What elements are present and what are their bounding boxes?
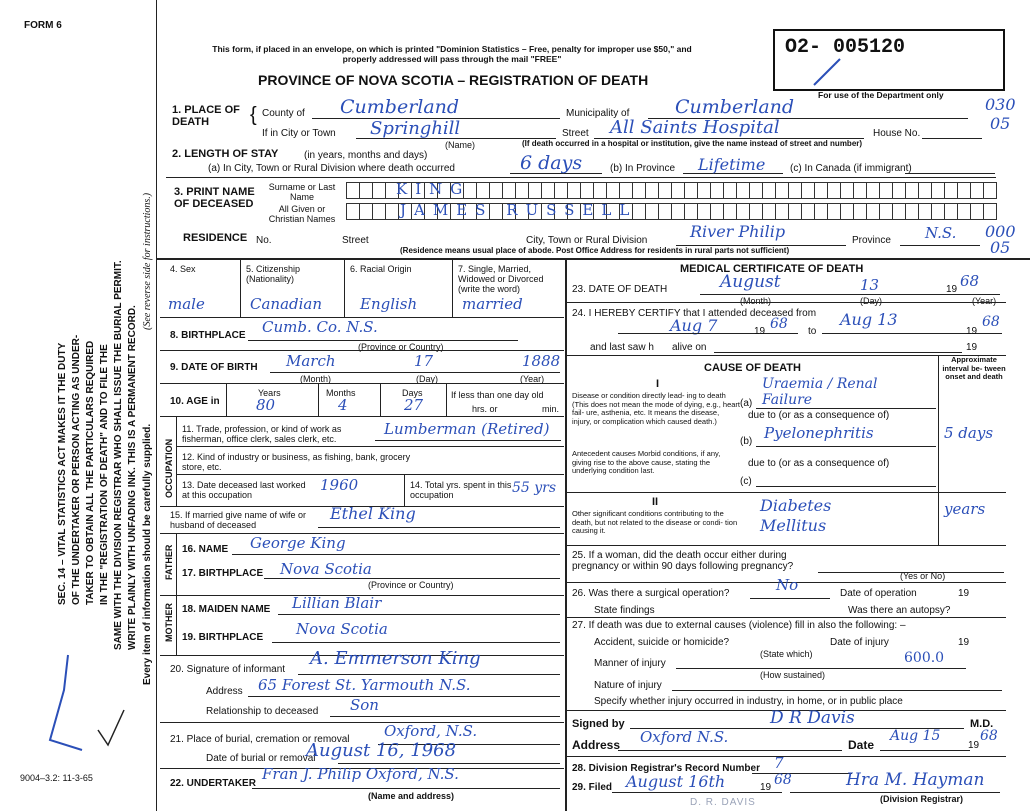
stay-b-value: Lifetime [698,155,766,174]
citizenship-value: Canadian [250,295,323,313]
due-to-2: due to (or as a consequence of) [748,458,890,469]
med-row-1 [566,302,1006,303]
residence-note: (Residence means usual place of abode. Post Office Address for residents in rural parts not sufficient) [400,246,790,255]
state-which-note: (State which) [760,649,813,659]
street-value: All Saints Hospital [610,117,780,138]
manner-line [676,668,966,669]
racial-value: English [360,295,418,313]
registrar-signature: Hra M. Hayman [846,770,985,790]
signed-year: 68 [980,728,998,744]
cause-desc: Disease or condition directly lead- ing to death (This does not mean the mode of dying, e.g., heart fail- ure, asthenia, etc. It means the disease, injury, or complication which caused death.) [572,391,741,426]
cause-a-line [756,408,936,409]
dob-day: 17 [414,352,434,370]
filed-year: 68 [774,772,792,788]
spouse-value: Ethel King [330,504,416,523]
record-no-value: 7 [774,754,784,772]
dept-use-label: For use of the Department only [818,90,944,100]
name-note: (Name) [445,140,476,150]
father-side: FATHER [164,544,174,580]
marital-value: married [462,295,523,313]
county-label: County of [262,108,305,119]
undertaker-label: 22. UNDERTAKER [170,778,256,789]
row-line-4 [160,416,564,417]
row-line-2 [160,350,564,351]
name-label: 3. PRINT NAME OF DECEASED [174,186,255,210]
operation-value: No [776,576,799,594]
dod-year: 68 [960,272,980,290]
min-label: min. [542,404,560,414]
side-text-5: SAME WITH THE DIVISION REGISTRAR WHO SHALL ISSUE THE BURIAL PERMIT. [113,260,124,650]
attend-from-year-prefix: 19 [754,326,766,337]
cell-divider-1 [240,260,241,318]
accident-label: Accident, suicide or homicide? [594,637,730,648]
sex-label: 4. Sex [170,264,196,274]
alive-line [714,352,962,353]
cause-I: I [656,378,660,390]
age-label: 10. AGE in [170,396,220,407]
city-value: Springhill [370,118,461,139]
dod-year-word: (Year) [972,296,997,306]
attend-from-line [618,333,798,334]
citizenship-label: 5. Citizenship (Nationality) [246,264,301,284]
trade-line [375,440,561,441]
residence-province-label: Province [852,235,891,246]
dod-year-prefix: 19 [946,284,958,295]
municipality-label: Municipality of [566,108,630,119]
mother-birthplace-value: Nova Scotia [296,620,388,638]
side-text-1: SEC. 14 – VITAL STATISTICS ACT MAKES IT THE DUTY [57,342,68,605]
stay-label: 2. LENGTH OF STAY [172,148,279,160]
spouse-label: 15. If married give name of wife or husband of deceased [170,510,307,530]
birthplace-note: (Province or Country) [358,342,444,352]
other-interval: years [944,500,986,518]
side-text-8: Every item of information should be carefully supplied. [142,423,153,685]
racial-label: 6. Racial Origin [350,264,412,274]
cause-b-label: (b) [740,436,753,447]
stay-a-label: (a) In City, Town or Rural Division where death occurred [208,163,455,174]
residence-province-line [900,245,980,246]
mother-side-line [176,595,177,655]
middle-divider [565,260,567,811]
age-months: 4 [338,396,348,414]
street-label: Street [562,128,589,139]
cause-a-label: (a) [740,398,753,409]
nature-line [672,690,1002,691]
other-value: Diabetes Mellitus [760,496,832,535]
cause-c-line [756,486,936,487]
yes-no-note: (Yes or No) [900,571,946,581]
cell-divider-2 [344,260,345,318]
nature-label: Nature of injury [594,680,662,691]
q27-label: 27. If death was due to external causes (violence) fill in also the following: – [572,620,906,631]
attend-to-year-prefix: 19 [966,326,978,337]
dob-year: 1888 [522,352,561,370]
q26-line [750,598,830,599]
burial-date-line [338,763,560,764]
undertaker-note: (Name and address) [368,791,455,801]
marital-label: 7. Single, Married, Widowed or Divorced (write the word) [458,264,544,294]
row-line-3 [160,383,564,384]
relationship-label: Relationship to deceased [206,706,319,717]
house-line [922,138,982,139]
antecedent-desc: Antecedent causes Morbid conditions, if any, giving rise to the above cause, stating the underlying condition last. [572,449,721,475]
signed-address-label: Address [572,738,621,752]
dept-code-3: 000 [985,222,1016,241]
surname-value: KING [396,180,471,198]
burial-date-value: August 16, 1968 [306,740,457,761]
dob-month-word: (Month) [300,374,332,384]
burial-place-label: 21. Place of burial, cremation or removal [170,734,350,745]
dept-code-1: 030 [985,95,1016,114]
record-no-label: 28. Division Registrar's Record Number [572,763,760,774]
signed-date: Aug 15 [890,728,941,744]
filed-value: August 16th [626,772,726,791]
father-name-value: George King [250,534,346,552]
stay-b-label: (b) In Province [610,163,676,174]
specify-label: Specify whether injury occurred in industry, in home, or in public place [594,696,903,707]
cause-b-line [756,446,936,447]
interval-b-value: 5 days [944,424,994,442]
dob-day-word: (Day) [416,374,438,384]
dod-label: 23. DATE OF DEATH [572,284,668,295]
age-div-1 [226,384,227,416]
birthplace-value: Cumb. Co. N.S. [262,318,378,336]
attend-to-label: to [808,326,817,337]
stamp-value: 600.0 [904,650,945,666]
registrar-line [790,792,1000,793]
medical-title: MEDICAL CERTIFICATE OF DEATH [680,263,864,275]
certify-label: 24. I HEREBY CERTIFY that I attended deceased from [572,308,817,319]
check-stroke [810,55,850,95]
signed-date-line [880,750,970,751]
informant-address-line [248,696,560,697]
residence-city-value: River Philip [690,222,786,241]
spouse-line [318,527,560,528]
age-days-label: Days [402,388,423,398]
municipality-value: Cumberland [675,96,795,118]
relationship-value: Son [350,696,379,714]
alive-year-prefix: 19 [966,342,978,353]
residence-province-value: N.S. [925,224,957,242]
birthplace-label: 8. BIRTHPLACE [170,330,246,341]
cause-a-value: Uraemia / Renal Failure [762,376,878,408]
trade-value: Lumberman (Retired) [384,420,550,438]
cause-title: CAUSE OF DEATH [704,362,801,374]
med-row-8 [566,756,1006,757]
relationship-line [330,716,560,717]
section-divider [156,258,1030,260]
informant-label: 20. Signature of informant [170,664,286,675]
father-birthplace-value: Nova Scotia [280,560,372,578]
maiden-label: 18. MAIDEN NAME [182,604,271,615]
other-desc: Other significant conditions contributing to the death, but not related to the disease or condi- tion causing it. [572,509,738,535]
cause-II: II [652,496,659,508]
registrar-stamp: D. R. DAVIS [690,797,756,808]
stay-c-line [905,173,995,174]
residence-city-label: City, Town or Rural Division [526,235,648,246]
row-line-11 [160,722,564,723]
age-div-3 [380,384,381,416]
county-value: Cumberland [340,96,460,118]
dept-code-2: 05 [990,114,1011,133]
hrs-label: hrs. or [472,404,498,414]
age-years: 80 [256,396,276,414]
manner-label: Manner of injury [594,658,666,669]
interval-col [938,355,939,545]
stay-a-value: 6 days [520,152,583,174]
md-label: M.D. [970,718,994,730]
residence-street-label: Street [342,235,369,246]
dob-year-word: (Year) [520,374,545,384]
brace-1: { [250,104,257,126]
father-birthplace-label: 17. BIRTHPLACE [182,568,264,579]
age-years-label: Years [258,388,281,398]
maiden-value: Lillian Blair [292,594,382,612]
row-line-8 [160,533,564,534]
city-label: If in City or Town [262,128,336,139]
informant-address: 65 Forest St. Yarmouth N.S. [258,676,471,694]
how-sustained-note: (How sustained) [760,670,826,680]
undertaker-line [252,788,560,789]
med-row-3 [566,492,1006,493]
dob-label: 9. DATE OF BIRTH [170,362,258,373]
cell-divider-3 [452,260,453,318]
father-side-line [176,533,177,595]
age-months-label: Months [326,388,356,398]
autopsy-label: Was there an autopsy? [848,605,951,616]
attend-from-year: 68 [770,316,788,332]
q25-label: 25. If a woman, did the death occur either during pregnancy or within 90 days following pregnancy? [572,550,794,572]
mother-side: MOTHER [164,603,174,642]
row-line-6 [176,474,564,475]
side-text-4: IN THE "REGISTRATION OF DEATH" AND TO FILE THE [99,344,110,605]
residence-label: RESIDENCE [183,232,248,244]
signed-label: Signed by [572,718,625,730]
last-worked-value: 1960 [320,476,359,494]
side-text-6: WRITE PLAINLY WITH UNFADING INK. THIS IS A PERMANENT RECORD. [127,305,138,650]
op-year-prefix: 19 [958,588,970,599]
med-row-4 [566,545,1006,546]
footer-code: 9004–3.2: 11-3-65 [20,773,93,783]
dod-day-word: (Day) [860,296,882,306]
q26-label: 26. Was there a surgical operation? [572,588,730,599]
house-label: House No. [873,128,921,139]
occ-divider [404,474,405,506]
alive-on-label: alive on [672,342,707,353]
med-row-2 [566,355,1006,356]
occupation-side-line [176,416,177,506]
burial-place-value: Oxford, N.S. [384,722,478,740]
name-top-line [166,177,996,178]
industry-label: 12. Kind of industry or business, as fishing, bank, grocery store, etc. [182,452,411,472]
dod-day: 13 [860,276,880,294]
form-label: FORM 6 [24,20,62,31]
due-to-1: due to (or as a consequence of) [748,410,890,421]
mother-birthplace-label: 19. BIRTHPLACE [182,632,264,643]
last-worked-label: 13. Date deceased last worked at this occupation [182,480,306,500]
residence-no-label: No. [256,235,272,246]
date-injury-label: Date of injury [830,637,889,648]
state-findings-label: State findings [594,605,655,616]
total-years-label: 14. Total yrs. spent in this occupation [410,480,512,500]
age-days: 27 [404,396,424,414]
father-birthplace-line [264,578,560,579]
cause-c-label: (c) [740,476,752,487]
dept-code-4: 05 [990,238,1011,257]
side-text-2: OF THE UNDERTAKER OR PERSON ACTING AS UNDER- [71,334,82,605]
signed-address-line [618,750,842,751]
total-years-value: 55 yrs [512,480,557,496]
dod-month: August [720,272,781,292]
age-div-4 [446,384,447,416]
given-value: JAMES RUSSELL [400,201,638,219]
row-line-5 [176,446,564,447]
op-date-label: Date of operation [840,588,917,599]
signed-year-prefix: 19 [968,740,980,751]
signed-signature: D R Davis [770,708,855,728]
attend-to: Aug 13 [840,310,898,329]
undertaker-value: Fran J. Philip Oxford, N.S. [262,765,459,783]
father-birthplace-note: (Province or Country) [368,580,454,590]
filed-label: 29. Filed [572,782,613,793]
cause-b-value: Pyelonephritis [764,424,874,442]
surname-label: Surname or Last Name [268,182,336,202]
trade-label: 11. Trade, profession, or kind of work as fisherman, office clerk, sales clerk, etc. [182,424,342,444]
sex-value: male [168,295,205,313]
signed-address: Oxford N.S. [640,728,729,746]
registrar-title: (Division Registrar) [880,794,964,804]
form-title: PROVINCE OF NOVA SCOTIA – REGISTRATION OF DEATH [258,72,649,88]
last-saw-label: and last saw h [590,342,654,353]
handwritten-check-marks [40,650,130,760]
dob-month: March [286,352,336,370]
interval-label: Approximate interval be- tween onset and death [942,355,1006,381]
stay-sub: (in years, months and days) [304,150,428,161]
given-label: All Given or Christian Names [268,204,336,224]
informant-signature: A. Emmerson King [310,648,481,669]
filed-year-prefix: 19 [760,782,772,793]
left-margin-line [156,0,157,811]
injury-year-prefix: 19 [958,637,970,648]
hospital-note: (If death occurred in a hospital or institution, give the name instead of street and number) [522,139,863,148]
less-than-day-label: If less than one day old [451,390,544,400]
age-div-2 [318,384,319,416]
dob-line [270,372,560,373]
signed-date-label: Date [848,738,875,752]
informant-line [298,674,560,675]
burial-date-label: Date of burial or removal [206,753,316,764]
med-row-6 [566,617,1006,618]
header-note: This form, if placed in an envelope, on which is printed "Dominion Statistics – Free, penalty for improper use $50," and properly addressed will pass through the mail "FREE" [212,44,692,64]
side-text-7: (See reverse side for instructions.) [142,192,153,330]
informant-address-label: Address [206,686,243,697]
mother-birthplace-line [272,642,560,643]
side-text-3: TAKER TO OBTAIN ALL THE PARTICULARS REQUIRED [85,340,96,605]
record-no-line [752,773,852,774]
dod-month-word: (Month) [740,296,772,306]
birthplace-line [248,340,518,341]
attend-to-year: 68 [982,314,1000,330]
father-name-line [232,554,560,555]
occupation-side: OCCUPATION [164,438,174,498]
stay-c-label: (c) In Canada (if immigrant) [790,163,912,174]
maiden-line [278,614,560,615]
father-name-label: 16. NAME [182,544,229,555]
registration-number: O2- 005120 [785,36,906,59]
attend-from: Aug 7 [670,316,718,335]
place-label: 1. PLACE OF DEATH [172,104,240,128]
filed-line [612,792,782,793]
